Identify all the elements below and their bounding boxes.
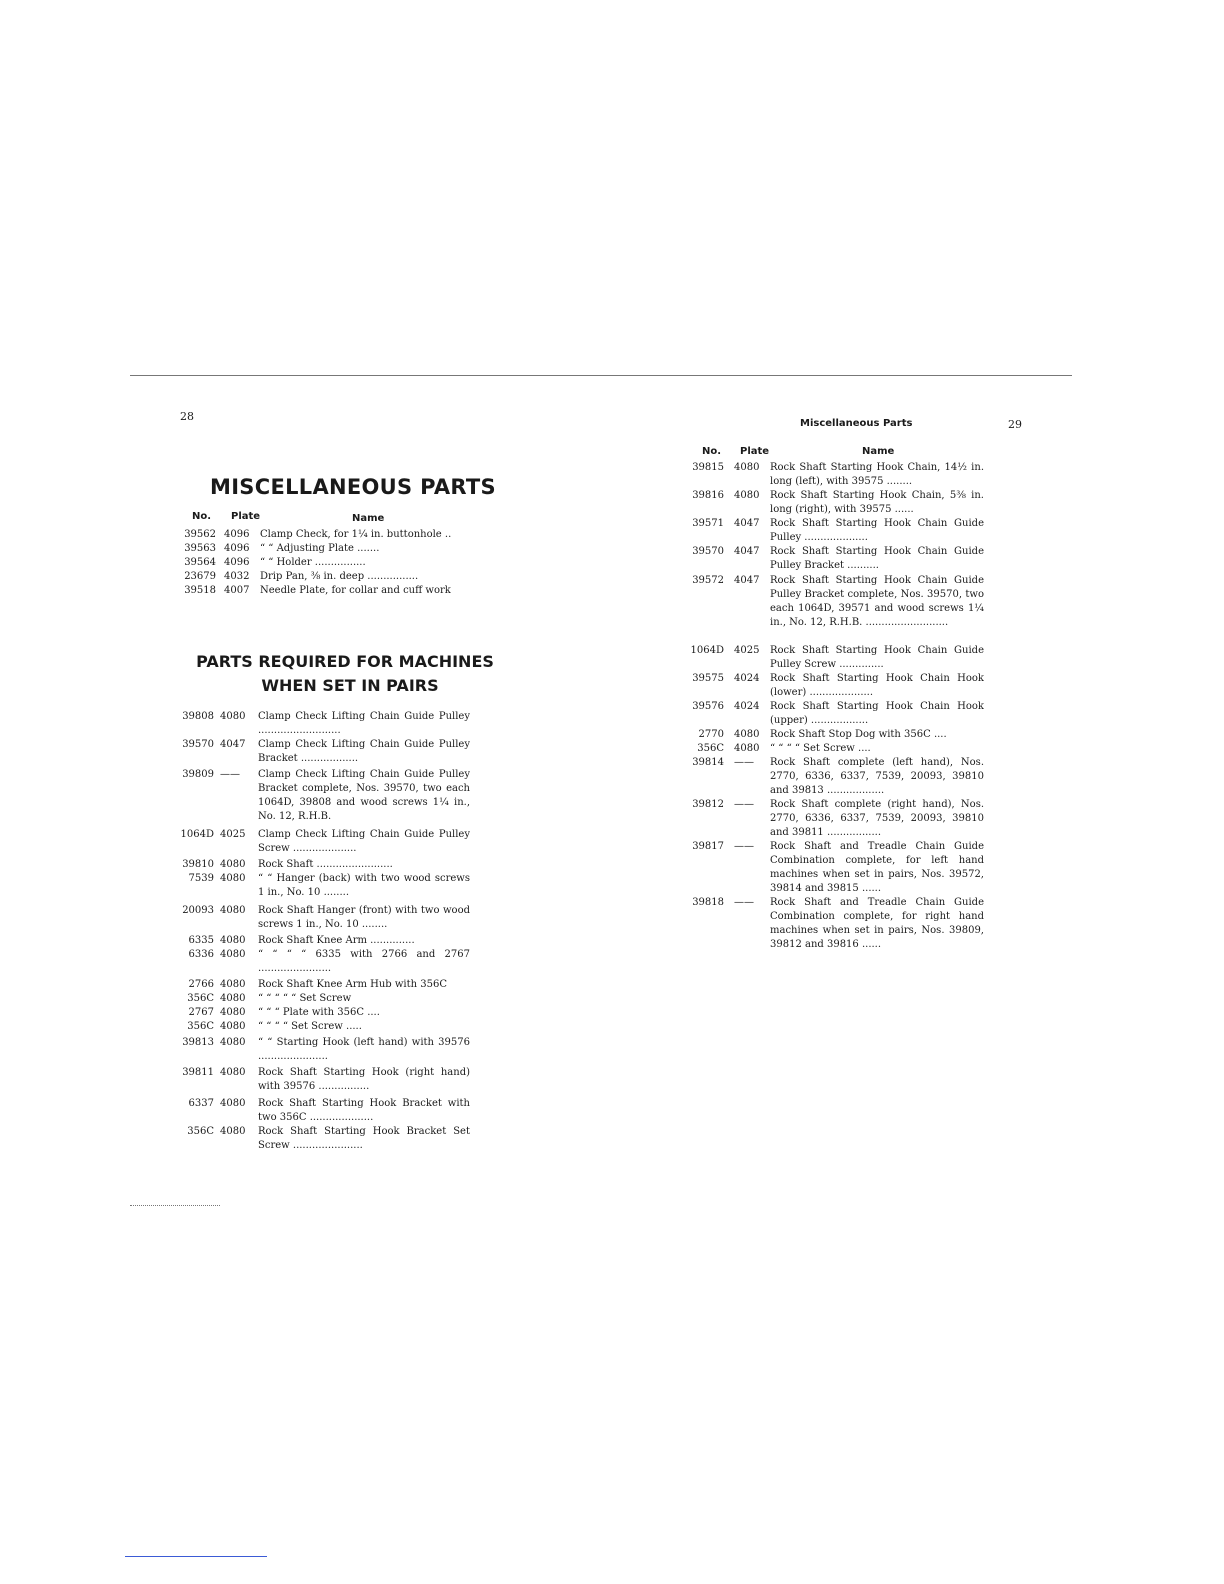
plate-number: 4096 [224, 529, 250, 540]
part-number: 39563 [184, 543, 216, 554]
part-name: Rock Shaft Starting Hook Bracket Set Screw ...................... [258, 1126, 470, 1151]
plate-number: 4025 [734, 645, 760, 656]
part-name: Rock Shaft Starting Hook Chain Guide Pulley Bracket .......... [770, 546, 984, 571]
part-name: Rock Shaft Starting Hook Chain Guide Pulley Screw .............. [770, 645, 984, 670]
plate-number: 4024 [734, 701, 760, 712]
plate-number: 4080 [220, 1021, 246, 1032]
plate-number: —— [734, 757, 754, 768]
part-name: Rock Shaft Starting Hook Chain Guide Pulley .................... [770, 518, 984, 543]
part-number: 356C [187, 993, 214, 1004]
part-number: 39813 [182, 1037, 214, 1048]
pairs-title-line-1: PARTS REQUIRED FOR MACHINES [196, 652, 494, 671]
part-name: “ “ Adjusting Plate ....... [260, 543, 380, 554]
part-name: Clamp Check Lifting Chain Guide Pulley Bracket .................. [258, 739, 470, 764]
part-name: Rock Shaft ........................ [258, 859, 393, 870]
part-number: 39814 [692, 757, 724, 768]
part-number: 20093 [182, 905, 214, 916]
part-number: 1064D [690, 645, 724, 656]
part-name: Rock Shaft Starting Hook Bracket with two 356C .................... [258, 1098, 470, 1123]
part-number: 23679 [184, 571, 216, 582]
part-name: Rock Shaft Hanger (front) with two wood screws 1 in., No. 10 ........ [258, 905, 470, 930]
col-header-name: Name [352, 513, 385, 524]
part-name: Rock Shaft complete (left hand), Nos. 2770, 6336, 6337, 7539, 20093, 39810 and 39813 .................. [770, 757, 984, 796]
part-number: 39576 [692, 701, 724, 712]
part-name: Clamp Check Lifting Chain Guide Pulley Screw .................... [258, 829, 470, 854]
part-name: “ “ Hanger (back) with two wood screws 1 in., No. 10 ........ [258, 873, 470, 898]
part-name: Rock Shaft Starting Hook Chain, 14½ in. long (left), with 39575 ........ [770, 462, 984, 487]
part-name: Rock Shaft and Treadle Chain Guide Combination complete, for left hand machines when set in pairs, Nos. 39572, 39814 and 39815 ...... [770, 841, 984, 894]
part-number: 2766 [188, 979, 214, 990]
plate-number: —— [220, 769, 240, 780]
plate-number: 4080 [220, 935, 246, 946]
col-header-no: No. [702, 446, 722, 457]
part-name: Rock Shaft Starting Hook Chain, 5⅜ in. long (right), with 39575 ...... [770, 490, 984, 515]
plate-number: 4080 [220, 1098, 246, 1109]
plate-number: 4007 [224, 585, 250, 596]
part-name: Rock Shaft Knee Arm Hub with 356C [258, 979, 448, 990]
plate-number: 4047 [734, 518, 760, 529]
part-number: 39818 [692, 897, 724, 908]
part-number: 39809 [182, 769, 214, 780]
part-name: Rock Shaft and Treadle Chain Guide Combination complete, for right hand machines when set in pairs, Nos. 39809, 39812 and 39816 ...... [770, 897, 984, 950]
part-name: Rock Shaft Stop Dog with 356C .... [770, 729, 947, 740]
part-number: 39808 [182, 711, 214, 722]
plate-number: 4080 [220, 711, 246, 722]
col-header-plate: Plate [740, 446, 770, 457]
plate-number: 4080 [220, 1007, 246, 1018]
part-number: 6337 [188, 1098, 214, 1109]
left-page-number: 28 [180, 410, 194, 423]
plate-number: 4080 [220, 905, 246, 916]
part-name: “ “ “ “ Set Screw ..... [258, 1021, 362, 1032]
right-page-number: 29 [1008, 418, 1022, 431]
plate-number: 4047 [734, 546, 760, 557]
part-number: 39562 [184, 529, 216, 540]
part-number: 39571 [692, 518, 724, 529]
plate-number: —— [734, 841, 754, 852]
plate-number: 4080 [220, 979, 246, 990]
col-header-plate: Plate [231, 511, 261, 522]
part-number: 39570 [692, 546, 724, 557]
plate-number: 4024 [734, 673, 760, 684]
part-number: 1064D [180, 829, 214, 840]
plate-number: 4080 [734, 729, 760, 740]
plate-number: 4047 [220, 739, 246, 750]
footer-link-line[interactable] [125, 1556, 267, 1557]
part-name: Rock Shaft Starting Hook Chain Hook (lower) .................... [770, 673, 984, 698]
part-name: “ “ “ “ “ Set Screw [258, 993, 352, 1004]
part-number: 7539 [188, 873, 214, 884]
plate-number: 4080 [220, 949, 246, 960]
plate-number: 4080 [220, 1126, 246, 1137]
part-number: 39564 [184, 557, 216, 568]
part-number: 39572 [692, 575, 724, 586]
pairs-title-line-2: WHEN SET IN PAIRS [261, 676, 439, 695]
part-number: 6336 [188, 949, 214, 960]
part-number: 39811 [182, 1067, 214, 1078]
part-name: Rock Shaft Knee Arm .............. [258, 935, 415, 946]
plate-number: 4080 [220, 1037, 246, 1048]
plate-number: —— [734, 799, 754, 810]
part-name: Clamp Check Lifting Chain Guide Pulley Bracket complete, Nos. 39570, two each 1064D, 39808 and wood screws 1¼ in., No. 12, R.H.B. [258, 769, 470, 822]
part-number: 6335 [188, 935, 214, 946]
plate-number: 4080 [734, 490, 760, 501]
part-name: “ “ “ “ Set Screw .... [770, 743, 871, 754]
running-head: Miscellaneous Parts [800, 418, 913, 429]
part-name: “ “ Starting Hook (left hand) with 39576 ...................... [258, 1037, 470, 1062]
part-name: Rock Shaft Starting Hook Chain Hook (upper) .................. [770, 701, 984, 726]
plate-number: 4080 [220, 859, 246, 870]
top-rule [130, 375, 1072, 376]
part-number: 39817 [692, 841, 724, 852]
part-number: 2770 [698, 729, 724, 740]
part-name: Rock Shaft Starting Hook Chain Guide Pulley Bracket complete, Nos. 39570, two each 1064D, 39571 and wood screws 1¼ in., No. 12, R.H.B. .......................... [770, 575, 984, 628]
plate-number: 4047 [734, 575, 760, 586]
plate-number: 4025 [220, 829, 246, 840]
plate-number: —— [734, 897, 754, 908]
col-header-no: No. [192, 511, 212, 522]
part-name: Needle Plate, for collar and cuff work [260, 585, 451, 596]
bottom-rule [130, 1205, 220, 1206]
plate-number: 4080 [734, 462, 760, 473]
plate-number: 4096 [224, 557, 250, 568]
part-number: 356C [187, 1126, 214, 1137]
part-name: “ “ Holder ................ [260, 557, 366, 568]
plate-number: 4080 [220, 873, 246, 884]
plate-number: 4080 [734, 743, 760, 754]
plate-number: 4080 [220, 1067, 246, 1078]
part-number: 2767 [188, 1007, 214, 1018]
page-title: MISCELLANEOUS PARTS [210, 475, 496, 499]
part-number: 39518 [184, 585, 216, 596]
part-name: Clamp Check, for 1¼ in. buttonhole .. [260, 529, 452, 540]
plate-number: 4080 [220, 993, 246, 1004]
part-name: Rock Shaft complete (right hand), Nos. 2770, 6336, 6337, 7539, 20093, 39810 and 39811 ................. [770, 799, 984, 838]
part-name: “ “ “ Plate with 356C .... [258, 1007, 380, 1018]
part-number: 39575 [692, 673, 724, 684]
part-number: 39810 [182, 859, 214, 870]
part-name: Rock Shaft Starting Hook (right hand) with 39576 ................ [258, 1067, 470, 1092]
plate-number: 4032 [224, 571, 250, 582]
col-header-name: Name [862, 446, 895, 457]
part-number: 39570 [182, 739, 214, 750]
pairs-section-title [180, 650, 510, 698]
part-number: 39815 [692, 462, 724, 473]
part-number: 356C [187, 1021, 214, 1032]
part-name: Drip Pan, ⅜ in. deep ................ [260, 571, 419, 582]
part-number: 39812 [692, 799, 724, 810]
part-number: 356C [697, 743, 724, 754]
plate-number: 4096 [224, 543, 250, 554]
part-number: 39816 [692, 490, 724, 501]
part-name: “ “ “ “ 6335 with 2766 and 2767 ....................... [258, 949, 470, 974]
part-name: Clamp Check Lifting Chain Guide Pulley .......................... [258, 711, 470, 736]
